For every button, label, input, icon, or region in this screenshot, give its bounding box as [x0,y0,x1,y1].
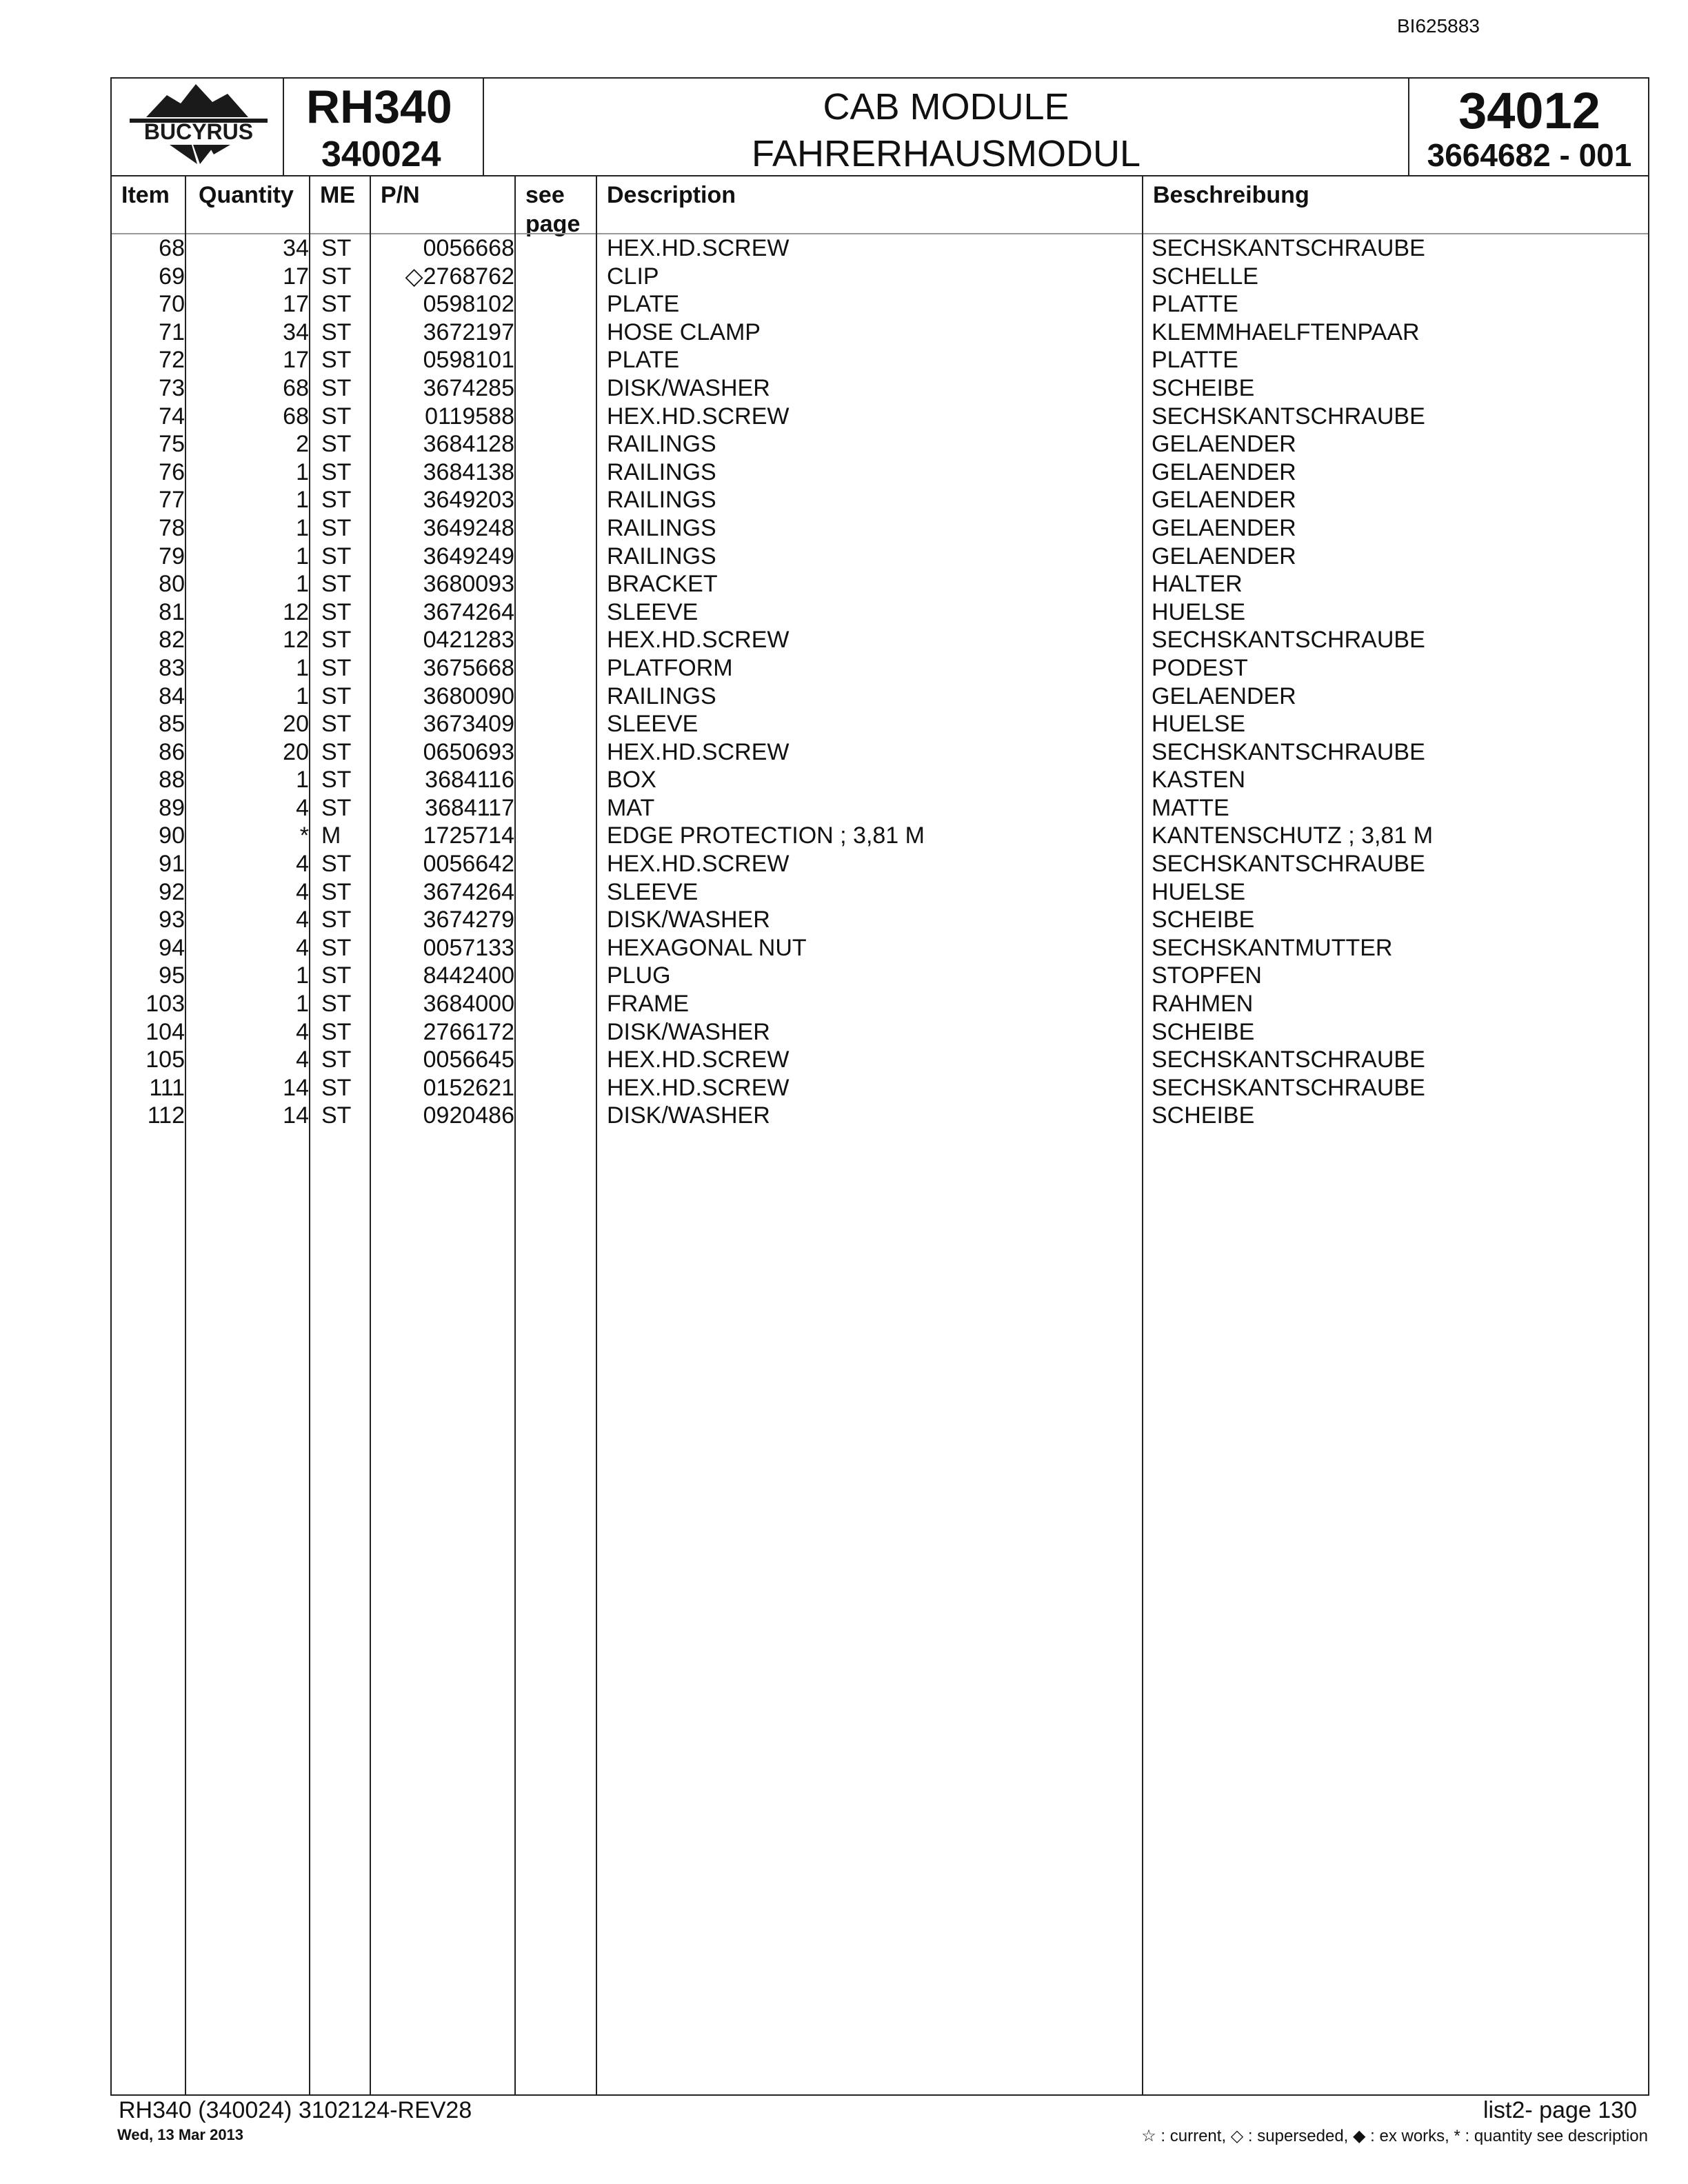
cell-item-number: 72 [159,347,185,374]
parts-table-body [112,234,1648,1130]
cell-item-number: 68 [159,235,185,261]
cell-unit: ST [321,403,352,429]
cell-item-number: 77 [159,487,185,514]
cell-part-number: 3684117 [425,794,514,821]
see-page-line-1: see [525,182,565,208]
cell-description: PLUG [607,962,671,989]
table-row [112,654,1648,682]
cell-part-number: 3680093 [423,571,514,598]
cell-beschreibung: HUELSE [1152,598,1246,625]
cell-unit: ST [321,374,352,401]
cell-beschreibung: SECHSKANTSCHRAUBE [1152,235,1425,261]
table-row [112,906,1648,934]
cell-part-number: 3649248 [423,514,514,541]
cell-description: SLEEVE [607,878,699,905]
footer-document-reference: RH340 (340024) 3102124-REV28 [119,2097,472,2123]
cell-item-number: 104 [145,1018,185,1045]
cell-description: HEX.HD.SCREW [607,627,790,654]
cell-beschreibung: GELAENDER [1152,543,1296,569]
cell-description: HEX.HD.SCREW [607,1074,790,1101]
cell-beschreibung: GELAENDER [1152,487,1296,514]
cell-item-number: 90 [159,822,185,849]
cell-item-number: 85 [159,711,185,738]
table-row [112,1102,1648,1130]
cell-part-number: 3684138 [423,458,514,485]
cell-item-number: 112 [147,1102,185,1129]
cell-quantity: 1 [296,767,309,793]
cell-unit: ST [321,487,352,514]
cell-beschreibung: RAHMEN [1152,991,1254,1018]
cell-part-number: 8442400 [423,962,514,989]
cell-quantity: 1 [296,458,309,485]
cell-part-number: 0598102 [423,291,514,318]
cell-part-number: 3674285 [423,374,514,401]
cell-item-number: 92 [159,878,185,905]
cell-unit: ST [321,738,352,765]
cell-beschreibung: SECHSKANTSCHRAUBE [1152,738,1425,765]
column-header-pn: P/N [381,182,420,208]
cell-description: HEX.HD.SCREW [607,403,790,429]
cell-part-number: 3673409 [423,711,514,738]
footer-legend: ☆ : current, ◇ : superseded, ◆ : ex works, * : quantity see description [1141,2127,1648,2145]
cell-quantity: 14 [283,1102,309,1129]
table-row [112,738,1648,767]
cell-unit: ST [321,598,352,625]
cell-part-number: 3674264 [423,878,514,905]
cell-quantity: 12 [283,627,309,654]
cell-description: EDGE PROTECTION ; 3,81 M [607,822,925,849]
cell-quantity: 4 [296,878,309,905]
table-row [112,822,1648,850]
cell-quantity: 68 [283,374,309,401]
cell-part-number: 0056642 [423,851,514,878]
cell-item-number: 95 [159,962,185,989]
table-row [112,346,1648,374]
cell-item-number: 69 [159,263,185,290]
cell-description: CLIP [607,263,659,290]
cell-quantity: 20 [283,711,309,738]
cell-part-number: 3674279 [423,907,514,933]
cell-beschreibung: SECHSKANTSCHRAUBE [1152,1074,1425,1101]
cell-item-number: 105 [145,1046,185,1073]
cell-unit: ST [321,907,352,933]
cell-part-number: 2766172 [423,1018,514,1045]
cell-quantity: 4 [296,1018,309,1045]
cell-beschreibung: HALTER [1152,571,1243,598]
table-row [112,290,1648,318]
cell-part-number: 0920486 [423,1102,514,1129]
cell-description: SLEEVE [607,711,699,738]
cell-quantity: 4 [296,1046,309,1073]
column-header-item: Item [121,182,170,208]
cell-quantity: 34 [283,318,309,345]
table-row [112,794,1648,822]
cell-unit: ST [321,514,352,541]
model-name: RH340 [306,81,452,133]
cell-part-number: 3680090 [423,682,514,709]
cell-description: HEX.HD.SCREW [607,235,790,261]
cell-unit: ST [321,1074,352,1101]
model-cell [284,79,484,175]
table-row [112,1046,1648,1074]
table-row [112,543,1648,571]
cell-unit: ST [321,934,352,961]
table-row [112,850,1648,878]
title-cell [484,79,1409,175]
cell-item-number: 80 [159,571,185,598]
cell-beschreibung: HUELSE [1152,878,1246,905]
cell-unit: ST [321,235,352,261]
document-id: BI625883 [1397,15,1480,37]
cell-beschreibung: SCHEIBE [1152,1102,1255,1129]
column-header-see-page [514,175,596,237]
cell-unit: ST [321,794,352,821]
table-row [112,1018,1648,1046]
cell-beschreibung: SCHELLE [1152,263,1258,290]
table-row [112,934,1648,962]
cell-description: FRAME [607,991,689,1018]
cell-beschreibung: SCHEIBE [1152,374,1255,401]
cell-item-number: 70 [159,291,185,318]
cell-part-number: 0421283 [423,627,514,654]
cell-quantity: 1 [296,962,309,989]
cell-beschreibung: KANTENSCHUTZ ; 3,81 M [1152,822,1434,849]
cell-description: HEXAGONAL NUT [607,934,807,961]
cell-part-number: 3675668 [423,654,514,681]
cell-description: RAILINGS [607,431,716,458]
cell-quantity: 17 [283,263,309,290]
table-row [112,962,1648,990]
cell-beschreibung: SCHEIBE [1152,1018,1255,1045]
cell-beschreibung: GELAENDER [1152,514,1296,541]
cell-description: RAILINGS [607,514,716,541]
cell-item-number: 76 [159,458,185,485]
cell-description: BRACKET [607,571,718,598]
cell-unit: ST [321,543,352,569]
cell-item-number: 73 [159,374,185,401]
cell-unit: ST [321,851,352,878]
table-row [112,318,1648,347]
cell-unit: ST [321,654,352,681]
cell-item-number: 86 [159,738,185,765]
cell-beschreibung: SECHSKANTMUTTER [1152,934,1393,961]
cell-item-number: 94 [159,934,185,961]
table-row [112,1074,1648,1102]
cell-description: BOX [607,767,656,793]
cell-description: HOSE CLAMP [607,318,761,345]
table-row [112,990,1648,1018]
cell-part-number: 3684116 [425,767,514,793]
cell-unit: ST [321,1046,352,1073]
cell-description: DISK/WASHER [607,1018,770,1045]
cell-part-number: 3672197 [423,318,514,345]
cell-quantity: 17 [283,347,309,374]
cell-item-number: 88 [159,767,185,793]
cell-description: DISK/WASHER [607,907,770,933]
cell-quantity: 4 [296,934,309,961]
table-row [112,570,1648,598]
table-row [112,403,1648,431]
cell-part-number: 0598101 [423,347,514,374]
cell-beschreibung: MATTE [1152,794,1229,821]
cell-part-number: 3684000 [423,991,514,1018]
cell-quantity: 1 [296,543,309,569]
cell-beschreibung: SECHSKANTSCHRAUBE [1152,627,1425,654]
cell-part-number: 0650693 [423,738,514,765]
cell-part-number: 3649249 [423,543,514,569]
cell-quantity: 4 [296,794,309,821]
table-row [112,710,1648,738]
cell-quantity: * [299,822,309,849]
cell-description: PLATE [607,347,680,374]
cell-item-number: 71 [159,318,185,345]
cell-quantity: 2 [296,431,309,458]
cell-beschreibung: SECHSKANTSCHRAUBE [1152,1046,1425,1073]
cell-quantity: 1 [296,571,309,598]
cell-part-number: 0152621 [423,1074,514,1101]
cell-quantity: 20 [283,738,309,765]
cell-unit: ST [321,291,352,318]
logo-wordmark: BUCYRUS [143,119,254,144]
cell-item-number: 75 [159,431,185,458]
column-header-description: Description [607,182,736,208]
cell-beschreibung: GELAENDER [1152,682,1296,709]
cell-part-number: ◇2768762 [405,263,514,290]
cell-beschreibung: STOPFEN [1152,962,1262,989]
cell-description: MAT [607,794,655,821]
cell-description: RAILINGS [607,682,716,709]
cell-quantity: 1 [296,991,309,1018]
cell-quantity: 34 [283,235,309,261]
cell-quantity: 1 [296,682,309,709]
cell-beschreibung: SECHSKANTSCHRAUBE [1152,851,1425,878]
cell-item-number: 79 [159,543,185,569]
cell-unit: ST [321,318,352,345]
bucyrus-logo-mark [112,79,283,174]
table-row [112,430,1648,458]
cell-description: PLATE [607,291,680,318]
cell-quantity: 12 [283,598,309,625]
cell-quantity: 1 [296,514,309,541]
cell-beschreibung: SECHSKANTSCHRAUBE [1152,403,1425,429]
cell-item-number: 82 [159,627,185,654]
cell-description: PLATFORM [607,654,733,681]
cell-beschreibung: PLATTE [1152,347,1238,374]
cell-part-number: 3674264 [423,598,514,625]
footer-page-number: list2- page 130 [1483,2097,1637,2123]
table-row [112,878,1648,907]
cell-unit: ST [321,347,352,374]
header-band [112,79,1648,176]
column-header-beschreibung: Beschreibung [1153,182,1309,208]
cell-unit: ST [321,991,352,1018]
cell-quantity: 68 [283,403,309,429]
cell-description: RAILINGS [607,543,716,569]
cell-unit: ST [321,878,352,905]
cell-part-number: 0057133 [423,934,514,961]
cell-description: DISK/WASHER [607,374,770,401]
cell-beschreibung: PODEST [1152,654,1248,681]
table-row [112,598,1648,627]
cell-item-number: 91 [159,851,185,878]
cell-description: RAILINGS [607,458,716,485]
cell-unit: ST [321,571,352,598]
cell-unit: ST [321,263,352,290]
column-header-me: ME [320,182,355,208]
table-row [112,486,1648,514]
table-row [112,514,1648,543]
cell-unit: ST [321,627,352,654]
title-german: FAHRERHAUSMODUL [751,133,1141,174]
cell-part-number: 0119588 [425,403,514,429]
cell-quantity: 1 [296,654,309,681]
cell-part-number: 3649203 [423,487,514,514]
cell-beschreibung: SCHEIBE [1152,907,1255,933]
footer-date: Wed, 13 Mar 2013 [117,2126,244,2143]
cell-item-number: 89 [159,794,185,821]
cell-unit: ST [321,1018,352,1045]
cell-description: RAILINGS [607,487,716,514]
table-row [112,263,1648,291]
group-number-cell [1409,79,1649,175]
cell-beschreibung: KASTEN [1152,767,1246,793]
table-row [112,682,1648,711]
cell-unit: ST [321,962,352,989]
cell-unit: ST [321,767,352,793]
cell-unit: ST [321,458,352,485]
cell-description: DISK/WASHER [607,1102,770,1129]
column-header-quantity: Quantity [199,182,294,208]
parts-list-frame [110,77,1649,2096]
cell-part-number: 1725714 [423,822,514,849]
table-row [112,458,1648,487]
cell-item-number: 74 [159,403,185,429]
cell-item-number: 83 [159,654,185,681]
cell-item-number: 84 [159,682,185,709]
cell-unit: ST [321,1102,352,1129]
cell-quantity: 1 [296,487,309,514]
cell-part-number: 0056668 [423,235,514,261]
cell-beschreibung: HUELSE [1152,711,1246,738]
see-page-line-2: page [525,211,581,237]
cell-description: SLEEVE [607,598,699,625]
cell-quantity: 17 [283,291,309,318]
cell-beschreibung: GELAENDER [1152,458,1296,485]
cell-item-number: 111 [149,1074,185,1101]
cell-description: HEX.HD.SCREW [607,738,790,765]
cell-beschreibung: KLEMMHAELFTENPAAR [1152,318,1420,345]
table-row [112,234,1648,263]
bucyrus-logo [112,79,284,175]
table-row [112,374,1648,403]
cell-unit: ST [321,682,352,709]
cell-quantity: 14 [283,1074,309,1101]
cell-unit: ST [321,431,352,458]
title-english: CAB MODULE [823,86,1069,128]
cell-description: HEX.HD.SCREW [607,851,790,878]
cell-part-number: 0056645 [423,1046,514,1073]
cell-item-number: 103 [145,991,185,1018]
cell-unit: M [321,822,341,849]
cell-description: HEX.HD.SCREW [607,1046,790,1073]
cell-quantity: 4 [296,907,309,933]
cell-quantity: 4 [296,851,309,878]
cell-beschreibung: PLATTE [1152,291,1238,318]
cell-unit: ST [321,711,352,738]
cell-beschreibung: GELAENDER [1152,431,1296,458]
group-number: 34012 [1458,82,1600,139]
model-code: 340024 [321,134,441,174]
table-row [112,626,1648,654]
part-reference: 3664682 - 001 [1427,137,1632,173]
cell-item-number: 81 [159,598,185,625]
cell-item-number: 93 [159,907,185,933]
cell-part-number: 3684128 [423,431,514,458]
table-row [112,766,1648,794]
cell-item-number: 78 [159,514,185,541]
